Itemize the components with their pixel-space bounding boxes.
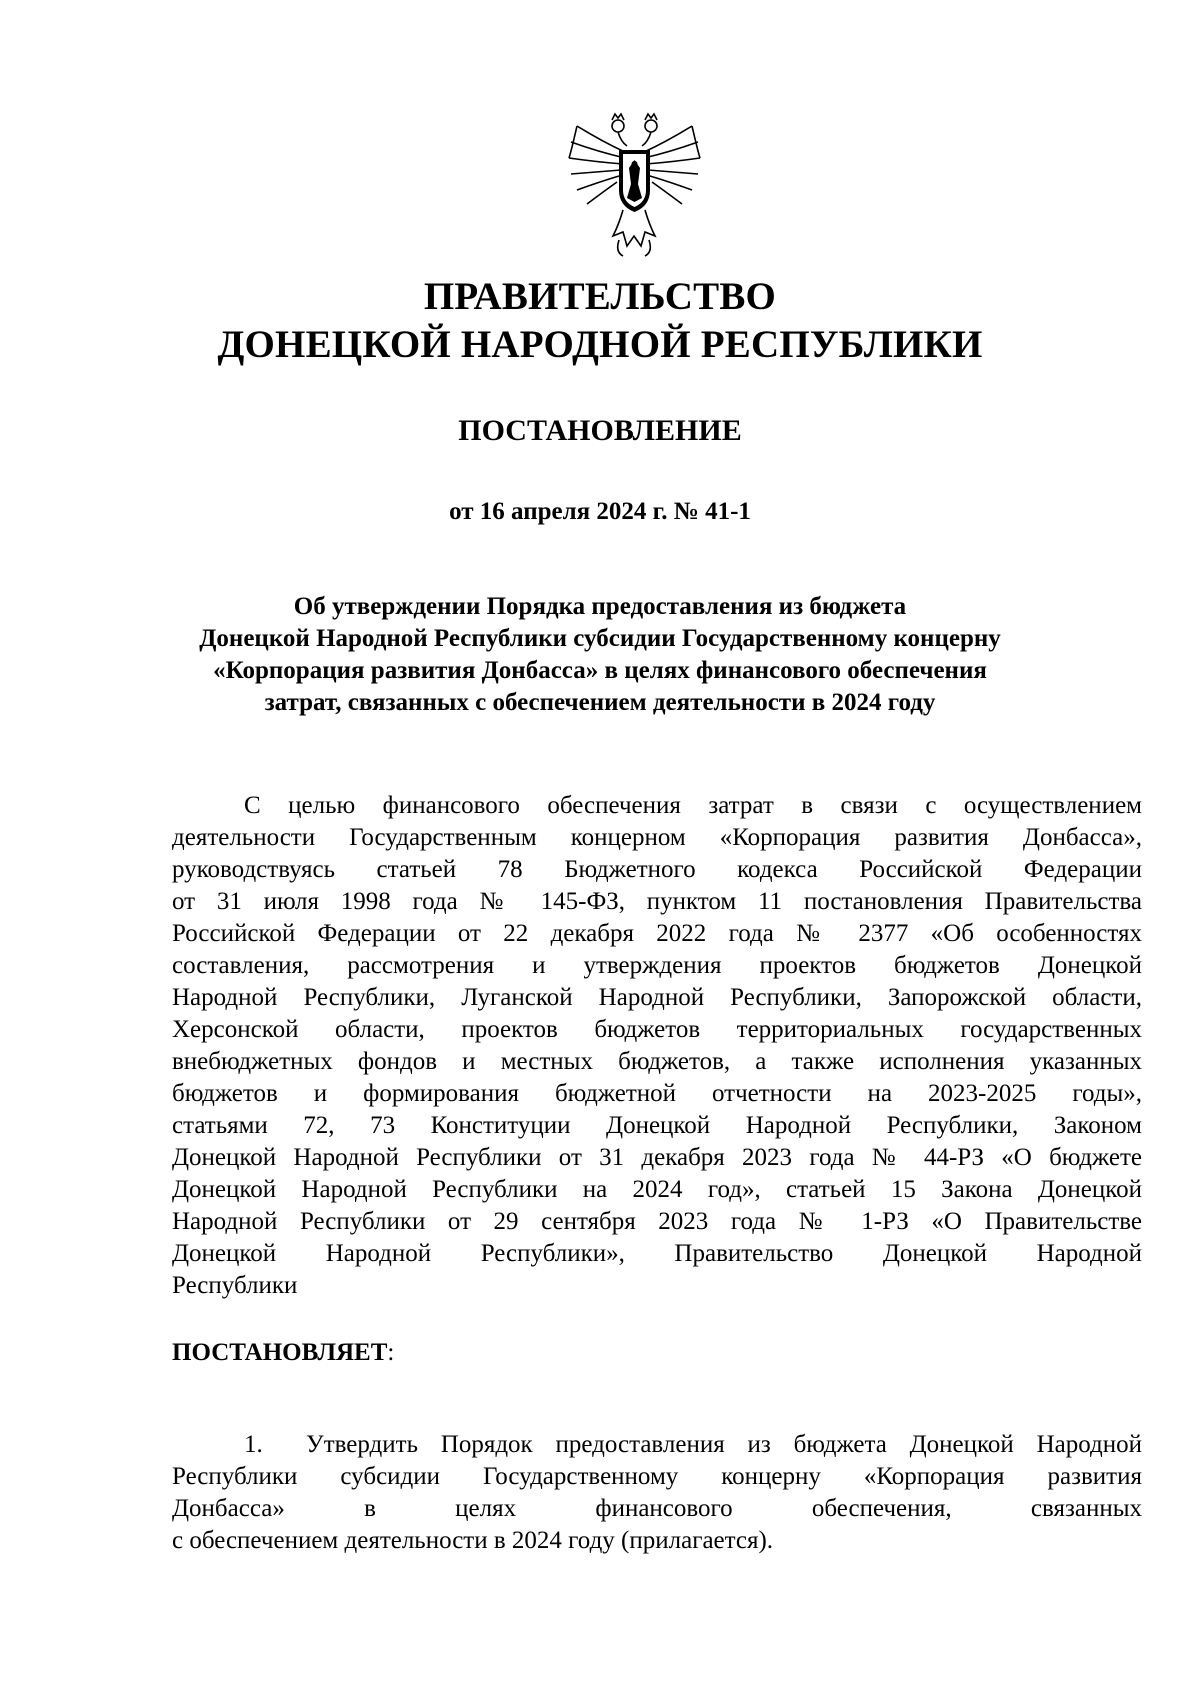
paragraph-line: руководствуясь статьей 78 Бюджетного кодекса Российской Федерации [172, 856, 1142, 883]
subject-line: Об утверждении Порядка предоставления из бюджета [293, 593, 907, 620]
paragraph-line: Донбасса» в целях финансового обеспечения, связанных [172, 1495, 1142, 1522]
paragraph-line: внебюджетных фондов и местных бюджетов, а также исполнения указанных [172, 1048, 1142, 1075]
paragraph-line: Народной Республики, Луганской Народной Республики, Запорожской области, [172, 984, 1142, 1011]
preamble-paragraph [172, 790, 1142, 1302]
paragraph-line: Республики субсидии Государственному концерну «Корпорация развития [172, 1463, 1142, 1490]
paragraph-line: Народной Республики от 29 сентября 2023 года № 1-РЗ «О Правительстве [172, 1208, 1142, 1235]
paragraph-line: бюджетов и формирования бюджетной отчетности на 2023-2025 годы», [172, 1080, 1142, 1107]
government-title-line-2: ДОНЕЦКОЙ НАРОДНОЙ РЕСПУБЛИКИ [217, 323, 983, 366]
paragraph-line: от 31 июля 1998 года № 145-ФЗ, пунктом 11 постановления Правительства [172, 888, 1142, 915]
resolves-label: ПОСТАНОВЛЯЕТ [172, 1339, 388, 1366]
document-date-number: от 16 апреля 2024 г. № 41-1 [449, 498, 751, 525]
paragraph-line: с обеспечением деятельности в 2024 году (прилагается). [172, 1527, 774, 1554]
paragraph-line: составления, рассмотрения и утверждения проектов бюджетов Донецкой [172, 952, 1142, 979]
coat-of-arms-emblem [563, 112, 706, 260]
government-title-line-1: ПРАВИТЕЛЬСТВО [423, 275, 777, 318]
subject-line: «Корпорация развития Донбасса» в целях финансового обеспечения [213, 657, 987, 684]
item-number: 1. [244, 1431, 263, 1458]
resolution-item [172, 1429, 1142, 1557]
paragraph-line: Херсонской области, проектов бюджетов территориальных государственных [172, 1016, 1142, 1043]
paragraph-line: С целью финансового обеспечения затрат в связи с осуществлением [244, 792, 1142, 819]
paragraph-line: Донецкой Народной Республики на 2024 год», статьей 15 Закона Донецкой [172, 1176, 1142, 1203]
paragraph-line [172, 1429, 1142, 1461]
paragraph-line: Республики [172, 1272, 298, 1299]
paragraph-line: Российской Федерации от 22 декабря 2022 года № 2377 «Об особенностях [172, 920, 1142, 947]
paragraph-line: статьями 72, 73 Конституции Донецкой Народной Республики, Законом [172, 1112, 1142, 1139]
resolves-colon: : [387, 1339, 395, 1366]
subject-line: Донецкой Народной Республики субсидии Государственному концерну [199, 625, 1001, 652]
document-type: ПОСТАНОВЛЕНИЕ [458, 414, 742, 447]
paragraph-line: Донецкой Народной Республики», Правительство Донецкой Народной [172, 1240, 1142, 1267]
paragraph-line: Донецкой Народной Республики от 31 декабря 2023 года № 44-РЗ «О бюджете [172, 1144, 1142, 1171]
subject-line: затрат, связанных с обеспечением деятельности в 2024 году [264, 689, 936, 716]
item-text: Утвердить Порядок предоставления из бюджета Донецкой Народной [306, 1431, 1142, 1458]
document-subject [120, 591, 1080, 719]
paragraph-line: деятельности Государственным концерном «Корпорация развития Донбасса», [172, 824, 1142, 851]
resolves-heading [172, 1337, 394, 1369]
